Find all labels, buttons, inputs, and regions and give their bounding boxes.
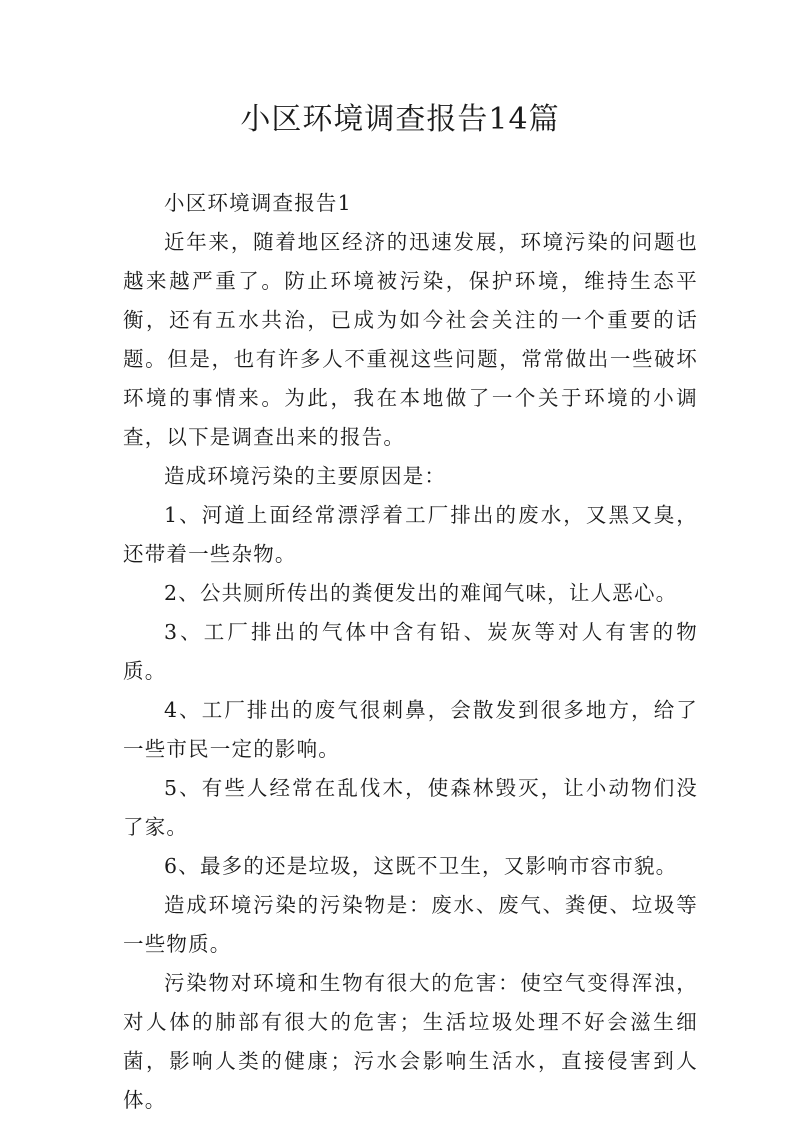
paragraph-intro: 近年来，随着地区经济的迅速发展，环境污染的问题也越来越严重了。防止环境被污染，保护环境，维持生态平衡，还有五水共治，已成为如今社会关注的一个重要的话题。但是，也有许多人不重视这些问题，常常做出一些破坏环境的事情来。为此，我在本地做了一个关于环境的小调查，以下是调查出来的报告。 <box>123 230 698 449</box>
list-item-cause-4: 4、工厂排出的废气很刺鼻，会散发到很多地方，给了一些市民一定的影响。 <box>123 698 698 761</box>
list-item-cause-1: 1、河道上面经常漂浮着工厂排出的废水，又黑又臭，还带着一些杂物。 <box>123 503 698 566</box>
list-item-cause-3: 3、工厂排出的气体中含有铅、炭灰等对人有害的物质。 <box>123 620 698 683</box>
list-item-cause-2: 2、公共厕所传出的粪便发出的难闻气味，让人恶心。 <box>164 581 678 605</box>
list-item-cause-5: 5、有些人经常在乱伐木，使森林毁灭，让小动物们没了家。 <box>123 776 698 839</box>
list-item-cause-6: 6、最多的还是垃圾，这既不卫生，又影响市容市貌。 <box>164 854 678 878</box>
paragraph-harms: 污染物对环境和生物有很大的危害：使空气变得浑浊，对人体的肺部有很大的危害；生活垃圾处理不好会滋生细菌，影响人类的健康；污水会影响生活水，直接侵害到人体。 <box>123 971 698 1112</box>
document-title: 小区环境调查报告14篇 <box>240 102 560 137</box>
section-heading: 小区环境调查报告1 <box>164 191 352 215</box>
paragraph-pollutants: 造成环境污染的污染物是：废水、废气、粪便、垃圾等一些物质。 <box>123 893 698 956</box>
paragraph-causes-heading: 造成环境污染的主要原因是： <box>164 464 447 488</box>
document-body <box>123 184 698 1120</box>
